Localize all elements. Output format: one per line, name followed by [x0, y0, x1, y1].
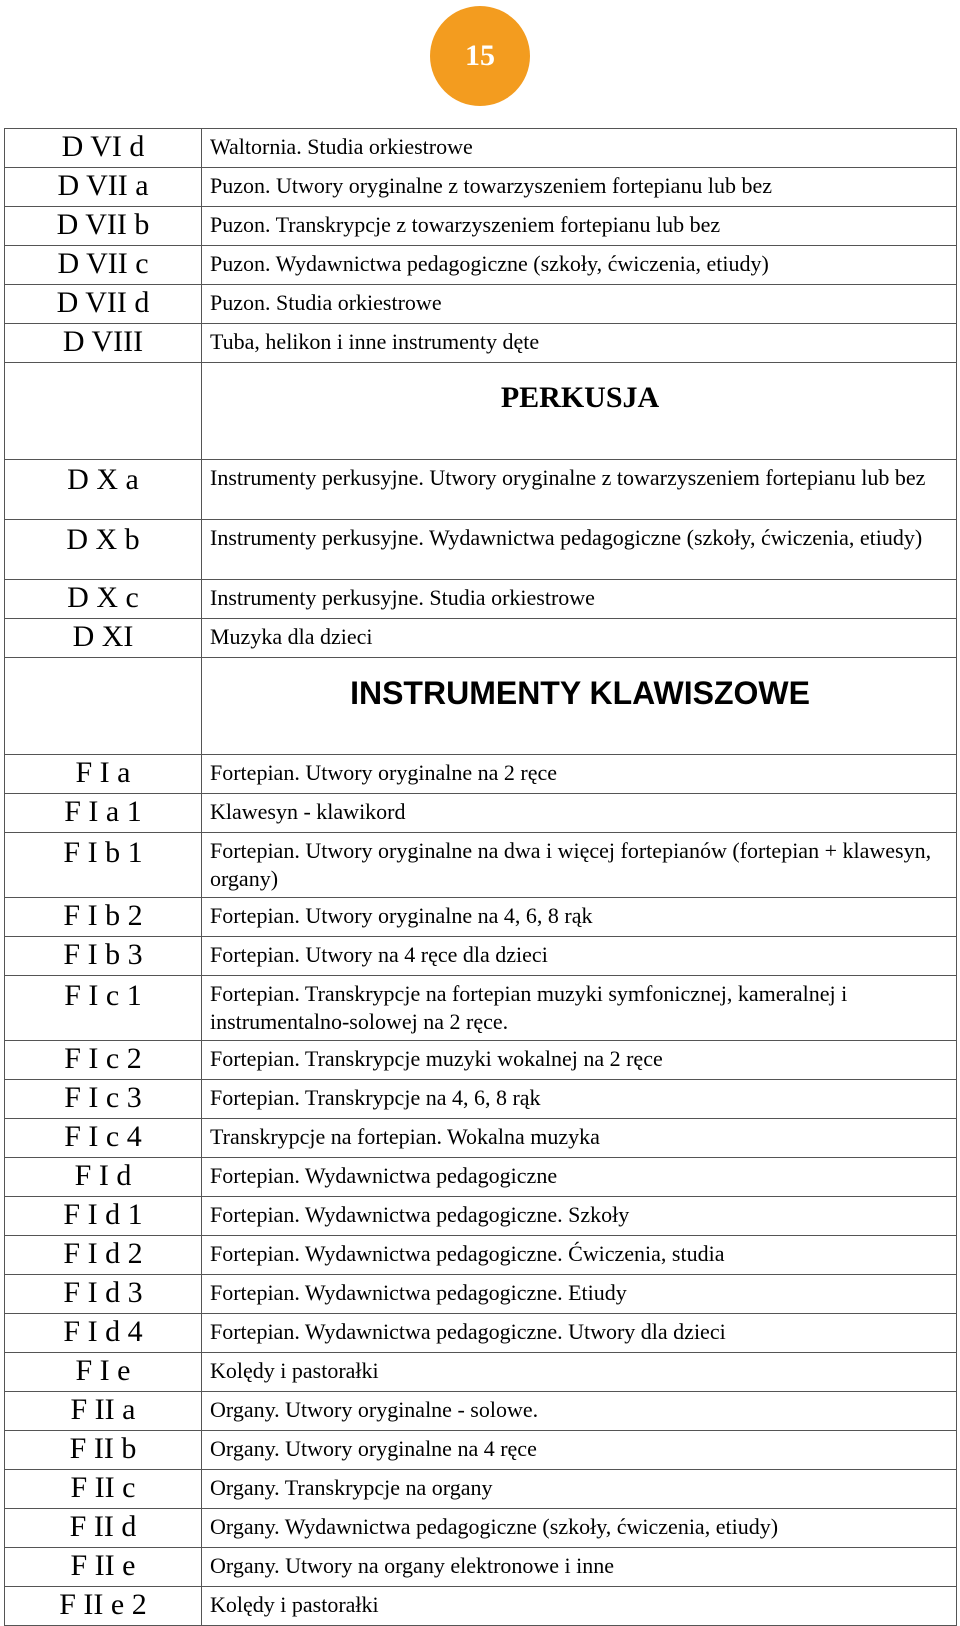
class-code: F I c 1 [5, 976, 202, 1041]
class-description: Transkrypcje na fortepian. Wokalna muzyka [202, 1119, 957, 1158]
table-row [5, 1392, 957, 1431]
class-code: F I d 4 [5, 1314, 202, 1353]
table-row [5, 460, 957, 520]
table-row [5, 1041, 957, 1080]
table-row [5, 580, 957, 619]
class-description: Tuba, helikon i inne instrumenty dęte [202, 324, 957, 363]
table-row [5, 1275, 957, 1314]
table-row [5, 168, 957, 207]
class-code: F I d 3 [5, 1275, 202, 1314]
table-row [5, 1197, 957, 1236]
class-description: Fortepian. Transkrypcje na 4, 6, 8 rąk [202, 1080, 957, 1119]
table-row [5, 1509, 957, 1548]
table-row [5, 1119, 957, 1158]
class-code: D XI [5, 619, 202, 658]
table-row [5, 937, 957, 976]
table-row [5, 324, 957, 363]
class-description: Waltornia. Studia orkiestrowe [202, 129, 957, 168]
class-description: Organy. Utwory oryginalne - solowe. [202, 1392, 957, 1431]
table-row [5, 520, 957, 580]
class-description: Fortepian. Wydawnictwa pedagogiczne [202, 1158, 957, 1197]
class-code: D VI d [5, 129, 202, 168]
class-description: Fortepian. Transkrypcje na fortepian muzyki symfonicznej, kameralnej i instrumentalno-solowej na 2 ręce. [202, 976, 957, 1041]
table-row [5, 976, 957, 1041]
table-row [5, 1158, 957, 1197]
class-code: F II d [5, 1509, 202, 1548]
class-code: F I a 1 [5, 794, 202, 833]
class-description: Puzon. Studia orkiestrowe [202, 285, 957, 324]
class-code: F I b 2 [5, 898, 202, 937]
class-description: Muzyka dla dzieci [202, 619, 957, 658]
class-description: Organy. Utwory oryginalne na 4 ręce [202, 1431, 957, 1470]
class-description: Instrumenty perkusyjne. Studia orkiestrowe [202, 580, 957, 619]
class-code: F II a [5, 1392, 202, 1431]
class-code: F I c 3 [5, 1080, 202, 1119]
class-description: Fortepian. Utwory na 4 ręce dla dzieci [202, 937, 957, 976]
class-description: Fortepian. Transkrypcje muzyki wokalnej na 2 ręce [202, 1041, 957, 1080]
class-code: F I c 4 [5, 1119, 202, 1158]
class-description: Kolędy i pastorałki [202, 1587, 957, 1626]
class-description: Organy. Transkrypcje na organy [202, 1470, 957, 1509]
class-code: F I c 2 [5, 1041, 202, 1080]
class-code: D X b [5, 520, 202, 580]
section-header-klawiszowe: INSTRUMENTY KLAWISZOWE [202, 658, 957, 755]
class-code: D VII c [5, 246, 202, 285]
class-code: F I e [5, 1353, 202, 1392]
table-row [5, 755, 957, 794]
table-row [5, 1587, 957, 1626]
class-code: F II c [5, 1470, 202, 1509]
table-row [5, 1548, 957, 1587]
section-header-empty-cell [5, 363, 202, 460]
table-row [5, 619, 957, 658]
class-description: Instrumenty perkusyjne. Utwory oryginalne z towarzyszeniem fortepianu lub bez [202, 460, 957, 520]
class-code: D X c [5, 580, 202, 619]
class-description: Puzon. Utwory oryginalne z towarzyszeniem fortepianu lub bez [202, 168, 957, 207]
class-code: D VII d [5, 285, 202, 324]
table-row [5, 1470, 957, 1509]
classification-table [4, 128, 957, 1626]
class-description: Kolędy i pastorałki [202, 1353, 957, 1392]
class-code: F II e 2 [5, 1587, 202, 1626]
class-description: Puzon. Wydawnictwa pedagogiczne (szkoły, ćwiczenia, etiudy) [202, 246, 957, 285]
page-number-badge: 15 [430, 6, 530, 106]
class-description: Fortepian. Utwory oryginalne na dwa i więcej fortepianów (fortepian + klawesyn, organy) [202, 833, 957, 898]
class-description: Organy. Wydawnictwa pedagogiczne (szkoły, ćwiczenia, etiudy) [202, 1509, 957, 1548]
table-row [5, 1236, 957, 1275]
class-description: Puzon. Transkrypcje z towarzyszeniem fortepianu lub bez [202, 207, 957, 246]
class-code: F I a [5, 755, 202, 794]
class-code: F II b [5, 1431, 202, 1470]
class-description: Fortepian. Utwory oryginalne na 4, 6, 8 rąk [202, 898, 957, 937]
class-code: D X a [5, 460, 202, 520]
class-code: F I d 2 [5, 1236, 202, 1275]
class-description: Klawesyn - klawikord [202, 794, 957, 833]
class-code: D VII b [5, 207, 202, 246]
class-description: Fortepian. Wydawnictwa pedagogiczne. Etiudy [202, 1275, 957, 1314]
class-code: F II e [5, 1548, 202, 1587]
class-description: Fortepian. Utwory oryginalne na 2 ręce [202, 755, 957, 794]
class-code: F I d 1 [5, 1197, 202, 1236]
class-description: Fortepian. Wydawnictwa pedagogiczne. Utwory dla dzieci [202, 1314, 957, 1353]
class-description: Fortepian. Wydawnictwa pedagogiczne. Szkoły [202, 1197, 957, 1236]
table-row [5, 129, 957, 168]
table-row [5, 794, 957, 833]
table-row [5, 1431, 957, 1470]
section-header-row [5, 658, 957, 755]
class-code: F I b 3 [5, 937, 202, 976]
class-description: Fortepian. Wydawnictwa pedagogiczne. Ćwiczenia, studia [202, 1236, 957, 1275]
table-row [5, 898, 957, 937]
table-row [5, 246, 957, 285]
section-header-empty-cell [5, 658, 202, 755]
table-row [5, 1080, 957, 1119]
class-code: F I b 1 [5, 833, 202, 898]
table-row [5, 833, 957, 898]
class-description: Instrumenty perkusyjne. Wydawnictwa pedagogiczne (szkoły, ćwiczenia, etiudy) [202, 520, 957, 580]
class-code: D VIII [5, 324, 202, 363]
class-code: F I d [5, 1158, 202, 1197]
table-row [5, 207, 957, 246]
class-description: Organy. Utwory na organy elektronowe i inne [202, 1548, 957, 1587]
table-row [5, 285, 957, 324]
table-row [5, 1353, 957, 1392]
class-code: D VII a [5, 168, 202, 207]
section-header-perkusja: PERKUSJA [202, 363, 957, 460]
table-row [5, 1314, 957, 1353]
section-header-row [5, 363, 957, 460]
